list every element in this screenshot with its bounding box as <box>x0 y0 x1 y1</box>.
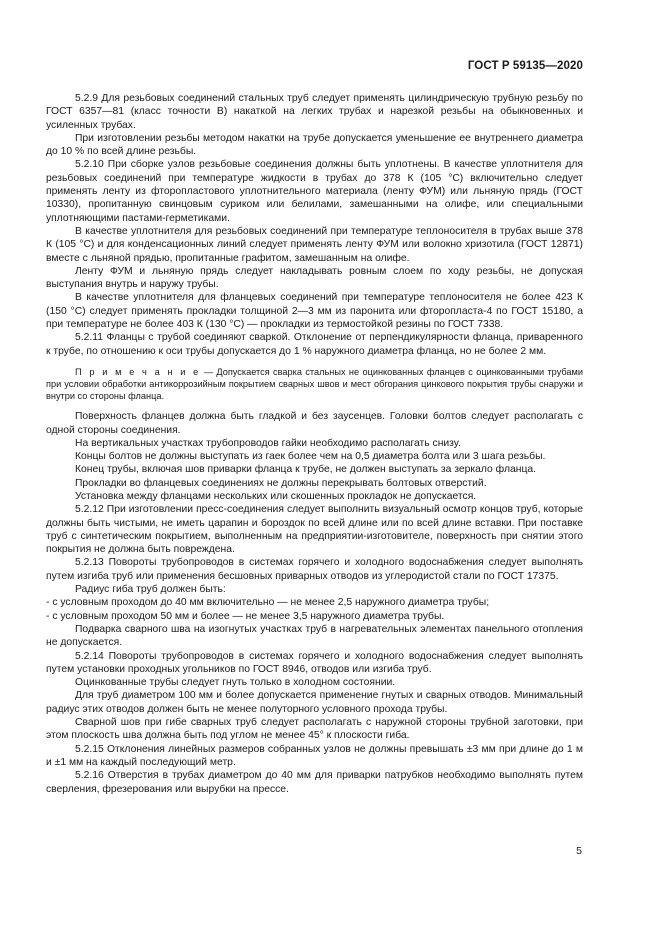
paragraph: Установка между фланцами нескольких или скошенных прокладок не допускается. <box>75 491 477 502</box>
paragraph: Концы болтов не должны выступать из гаек более чем на 0,5 диаметра болта или 3 шага резьбы. <box>75 451 546 463</box>
note-block <box>46 366 583 402</box>
paragraph: Конец трубы, включая шов приварки фланца к трубе, не должен выступать за зеркало фланца. <box>75 464 537 476</box>
paragraph: В качестве уплотнителя для резьбовых соединений при температуре теплоносителя в трубах выше 378 К (105 °С) и для конденсационных линий следует применять ленту ФУМ или волокно хризотила (ГОСТ 12871) вместе с льняной прядью, пропитанные графитом, замешанным на олифе. <box>46 225 583 264</box>
page-number: 5 <box>576 845 582 857</box>
paragraph: Прокладки во фланцевых соединениях не должны перекрывать болтовых отверстий. <box>75 477 487 489</box>
note-label: П р и м е ч а н и е <box>75 366 201 377</box>
paragraph-5-2-12: 5.2.12 При изготовлении пресс-соединения следует выполнить визуальный осмотр концов труб, которые должны быть чистыми, не иметь царапин и бороздок по всей длине или по всей длине вставки. При поставке труб с синтетическим покрытием, выполненным на предприятии-изготовителе, поверхность при снятии этого покрытия не должна быть повреждена. <box>46 504 583 556</box>
paragraph-5-2-15: 5.2.15 Отклонения линейных размеров собранных узлов не должны превышать ±3 мм при длине до 1 м и ±1 мм на каждый последующий метр. <box>46 743 583 768</box>
paragraph-5-2-10: 5.2.10 При сборке узлов резьбовые соединения должны быть уплотнены. В качестве уплотнителя для резьбовых соединений при температуре жидкости в трубах до 378 К (105 °С) включительно следует применять ленту из фторопластового уплотнительного материала (ленту ФУМ) или льняную прядь (ГОСТ 10330), пропитанную свинцовым суриком или белилами, замешанными на олифе, или специальными уплотняющими пастами-герметиками. <box>46 159 583 224</box>
paragraph-5-2-13: 5.2.13 Повороты трубопроводов в системах горячего и холодного водоснабжения следует выполнять путем изгиба труб или применения бесшовных приварных отводов из углеродистой стали по ГОСТ 17375. <box>46 557 583 582</box>
paragraph: На вертикальных участках трубопроводов гайки необходимо располагать снизу. <box>75 437 461 449</box>
paragraph: Ленту ФУМ и льняную прядь следует накладывать ровным слоем по ходу резьбы, не допуская выступания внутрь и наружу трубы. <box>46 265 583 291</box>
paragraph: Радиус гиба труб должен быть: <box>75 584 226 596</box>
paragraph: Оцинкованные трубы следует гнуть только в холодном состоянии. <box>75 677 396 689</box>
paragraph-5-2-16: 5.2.16 Отверстия в трубах диаметром до 40 мм для приварки патрубков необходимо выполнять путем сверления, фрезерования или вырубки на прессе. <box>46 770 583 795</box>
paragraph-5-2-9: 5.2.9 Для резьбовых соединений стальных труб следует применять цилиндрическую трубную резьбу по ГОСТ 6357—81 (класс точности В) накаткой на легких трубах и нарезкой резьбы на обыкновенных и усиленных трубах. <box>46 93 583 131</box>
document-body <box>46 92 583 796</box>
paragraph-5-2-11: 5.2.11 Фланцы с трубой соединяют сваркой. Отклонение от перпендикулярности фланца, приваренного к трубе, по отношению к оси трубы допускается до 1 % наружного диаметра фланца, но не более 2 мм. <box>46 332 583 357</box>
paragraph-5-2-14: 5.2.14 Повороты трубопроводов в системах горячего и холодного водоснабжения следует выполнять путем установки проходных угольников по ГОСТ 8946, отводов или изгиба труб. <box>46 650 583 675</box>
list-item: - с условным проходом до 40 мм включительно — не менее 2,5 наружного диаметра трубы; <box>46 597 490 609</box>
list-item: - с условным проходом 50 мм и более — не менее 3,5 наружного диаметра трубы. <box>46 610 445 622</box>
document-code-header: ГОСТ Р 59135—2020 <box>467 60 583 72</box>
paragraph: В качестве уплотнителя для фланцевых соединений при температуре теплоносителя не более 423 К (150 °С) следует применять прокладки толщиной 2—3 мм из паронита или фторопласта-4 по ГОСТ 15180, а при температуре не более 403 К (130 °С) — прокладки из термостойкой резины по ГОСТ 7338. <box>46 292 583 331</box>
paragraph: При изготовлении резьбы методом накатки на трубе допускается уменьшение ее внутреннего диаметра до 10 % по всей длине резьбы. <box>46 132 583 158</box>
paragraph: Сварной шов при гибе сварных труб следует располагать с наружной стороны трубной заготовки, при этом плоскость шва должна быть под углом не менее 45° к плоскости гиба. <box>46 717 583 742</box>
paragraph: Поверхность фланцев должна быть гладкой и без заусенцев. Головки болтов следует располагать с одной стороны соединения. <box>46 411 583 436</box>
paragraph: Подварка сварного шва на изогнутых участках труб в нагревательных элементах панельного отопления не допускается. <box>46 623 583 649</box>
paragraph: Для труб диаметром 100 мм и более допускается применение гнутых и сварных отводов. Минимальный радиус этих отводов должен быть не менее полуторного условного прохода трубы. <box>46 690 583 715</box>
note-text: — Допускается сварка стальных не оцинкованных фланцев с оцинкованными трубами при условии обработки антикоррозийным покрытием сварных швов и мест обгорания цинкового покрытия трубы снаружи и внутри со стороны фланца. <box>46 366 583 402</box>
